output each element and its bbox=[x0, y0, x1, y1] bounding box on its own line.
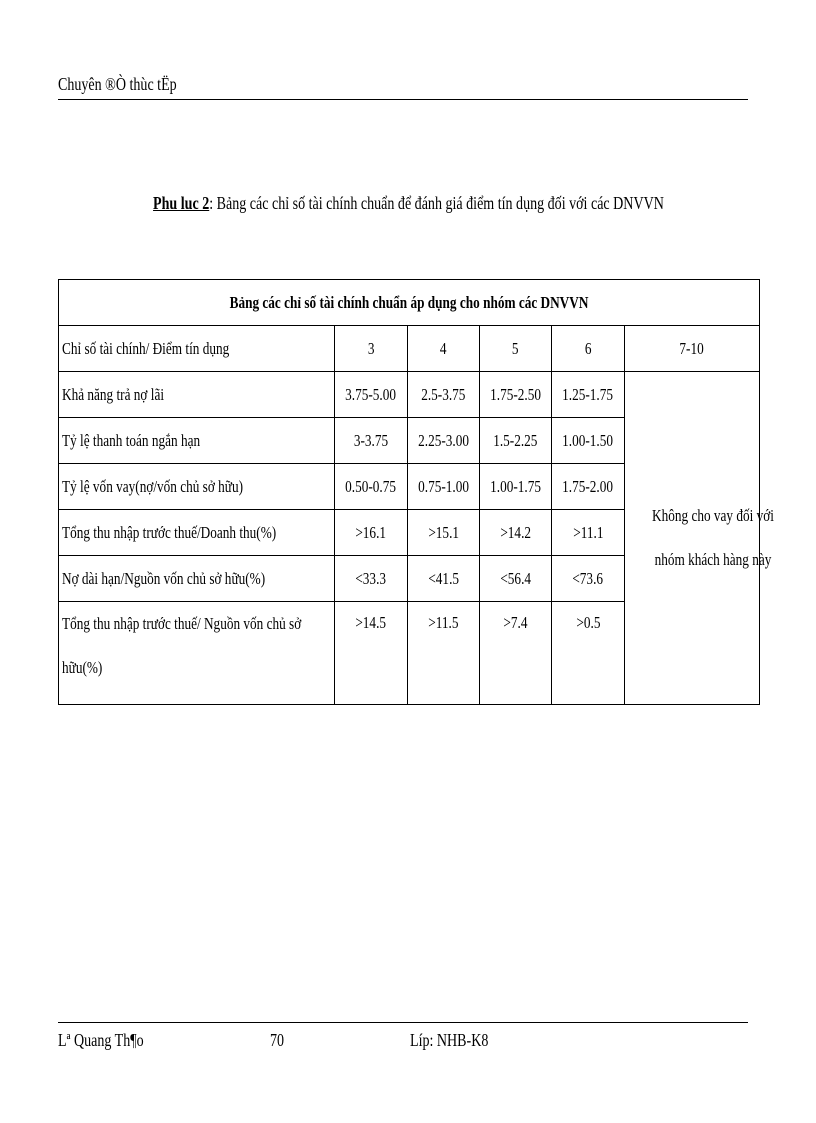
row-label: Tỷ lệ thanh toán ngắn hạn bbox=[62, 430, 201, 450]
row-label: Tổng thu nhập trước thuế/Doanh thu(%) bbox=[62, 522, 277, 542]
table-caption bbox=[0, 193, 816, 214]
table-cell: 1.25-1.75 bbox=[562, 384, 614, 404]
table-cell: >15.1 bbox=[428, 522, 459, 542]
header-score-6: 6 bbox=[584, 338, 592, 358]
table-cell: 2.5-3.75 bbox=[421, 384, 466, 404]
header-score-5: 5 bbox=[512, 338, 519, 358]
header-rule bbox=[58, 99, 748, 100]
row-label: Khả năng trả nợ lãi bbox=[62, 384, 165, 404]
caption-text: : Bảng các chỉ số tài chính chuẩn để đánh giá điểm tín dụng đối với các DNVVN bbox=[208, 193, 664, 213]
table-row bbox=[59, 372, 760, 418]
row-label: Nợ dài hạn/Nguồn vốn chủ sở hữu(%) bbox=[62, 568, 266, 588]
caption-label: Phu luc 2 bbox=[152, 193, 209, 213]
header-score-3: 3 bbox=[367, 338, 375, 358]
table-cell: 3-3.75 bbox=[353, 430, 389, 450]
header-score-4: 4 bbox=[440, 338, 447, 358]
footer-class: Líp: NHB-K8 bbox=[410, 1030, 489, 1050]
table-cell: >11.5 bbox=[428, 613, 459, 632]
table-cell: 3.75-5.00 bbox=[345, 384, 397, 404]
row-label: Tổng thu nhập trước thuế/ Nguồn vốn chủ sở hữu(%) bbox=[62, 614, 302, 677]
page-number: 70 bbox=[270, 1030, 285, 1050]
header-criteria: Chỉ số tài chính/ Điểm tín dụng bbox=[62, 338, 230, 358]
header-score-7-10: 7-10 bbox=[679, 338, 705, 358]
table-cell: 1.75-2.00 bbox=[562, 476, 614, 496]
table-cell: >11.1 bbox=[572, 522, 604, 542]
table-cell: <41.5 bbox=[428, 568, 459, 588]
table-cell: >7.4 bbox=[503, 613, 528, 632]
table-title-row bbox=[59, 280, 760, 326]
table-cell: 0.50-0.75 bbox=[345, 476, 397, 496]
table-cell: 2.25-3.00 bbox=[418, 430, 470, 450]
table-title: Bảng các chỉ số tài chính chuẩn áp dụng cho nhóm các DNVVN bbox=[229, 292, 589, 312]
table-cell: 0.75-1.00 bbox=[418, 476, 470, 496]
table-cell: >16.1 bbox=[355, 522, 387, 542]
row-label: Tỷ lệ vốn vay(nợ/vốn chủ sở hữu) bbox=[62, 476, 244, 496]
merged-note-cell bbox=[625, 372, 774, 705]
footer-rule bbox=[58, 1022, 748, 1023]
table-cell: 1.00-1.50 bbox=[562, 430, 614, 450]
table-header-row bbox=[59, 326, 760, 372]
table-cell: 1.75-2.50 bbox=[490, 384, 542, 404]
financial-ratio-table bbox=[58, 279, 774, 705]
header-text: Chuyên ®Ò thùc tËp bbox=[58, 74, 177, 94]
table-cell: >0.5 bbox=[575, 613, 601, 632]
table-cell: 1.00-1.75 bbox=[490, 476, 542, 496]
table-cell: >14.2 bbox=[500, 522, 531, 542]
table-cell: <33.3 bbox=[355, 568, 387, 588]
table-cell: >14.5 bbox=[355, 613, 387, 632]
page-header bbox=[58, 74, 210, 95]
table-cell: <56.4 bbox=[500, 568, 531, 588]
merged-note: Không cho vay đối với nhóm khách hàng này bbox=[652, 506, 774, 569]
table-cell: <73.6 bbox=[572, 568, 604, 588]
table-cell: 1.5-2.25 bbox=[493, 430, 538, 450]
footer-author: Lª Quang Th¶o bbox=[58, 1030, 144, 1050]
